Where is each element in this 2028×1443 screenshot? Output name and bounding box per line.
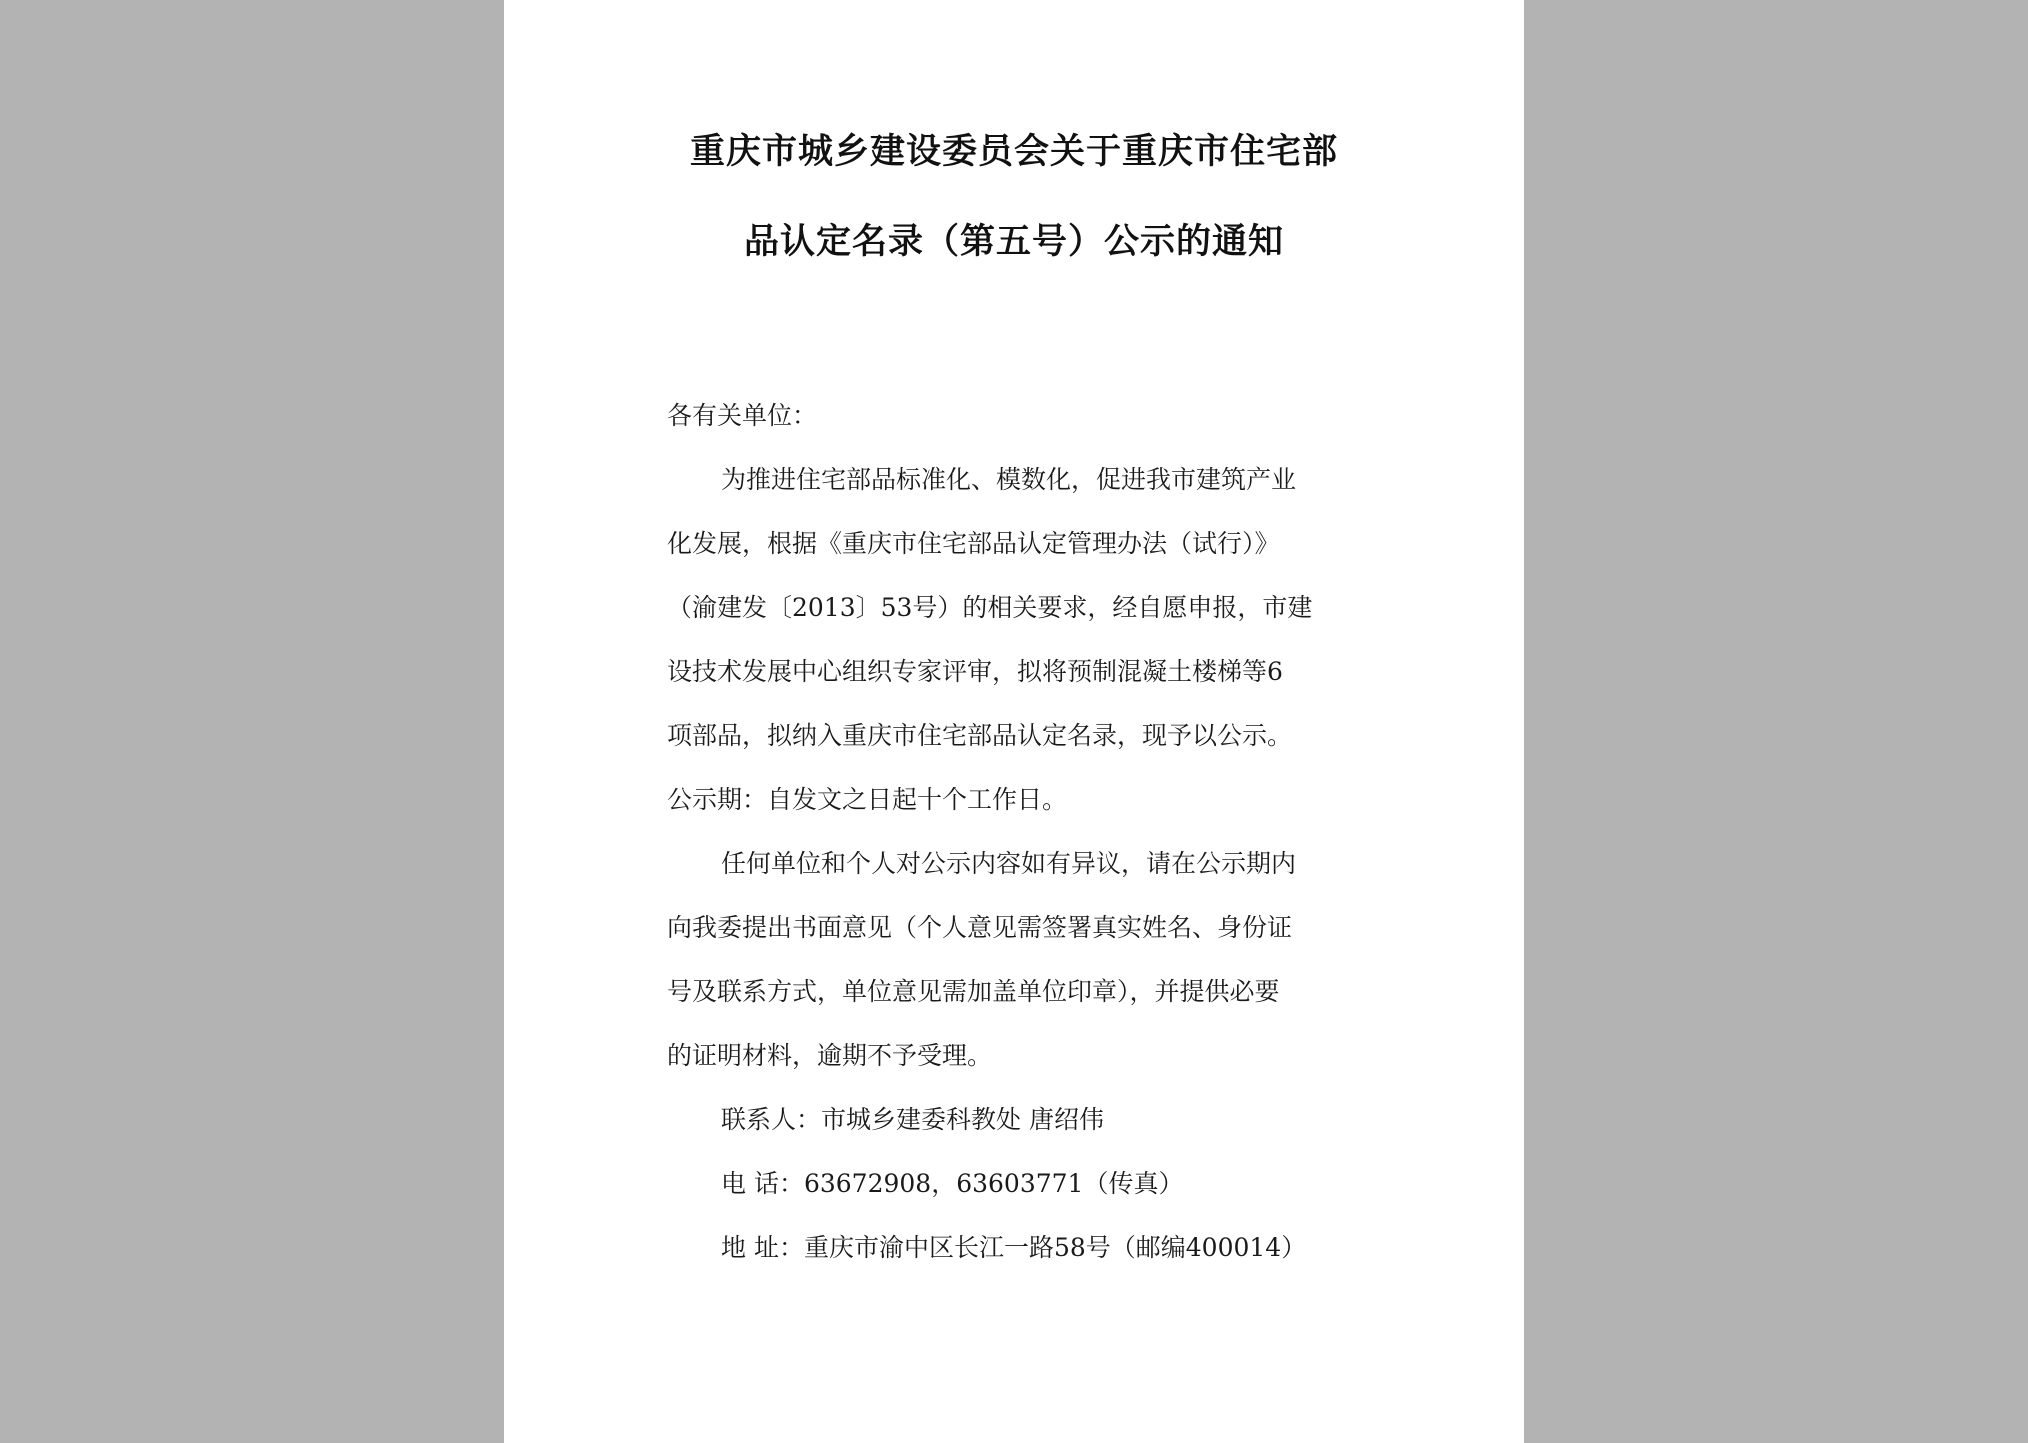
paragraph-line: 的证明材料，逾期不予受理。 (667, 1041, 993, 1070)
paragraph-line: 设技术发展中心组织专家评审，拟将预制混凝土楼梯等6 (667, 657, 1283, 686)
paragraph-line: 号及联系方式，单位意见需加盖单位印章），并提供必要 (667, 977, 1280, 1006)
contact-address: 地 址：重庆市渝中区长江一路58号（邮编400014） (721, 1233, 1307, 1262)
paragraph-line: 项部品，拟纳入重庆市住宅部品认定名录，现予以公示。 (667, 721, 1293, 750)
document-page (504, 0, 1524, 1443)
document-title-line-1: 重庆市城乡建设委员会关于重庆市住宅部 (689, 131, 1338, 172)
paragraph-line: 向我委提出书面意见（个人意见需签署真实姓名、身份证 (667, 913, 1293, 942)
contact-person: 联系人：市城乡建委科教处 唐绍伟 (721, 1105, 1104, 1134)
paragraph-line: 公示期：自发文之日起十个工作日。 (667, 785, 1068, 814)
paragraph-line: 任何单位和个人对公示内容如有异议，请在公示期内 (721, 849, 1297, 878)
paragraph-line: （渝建发〔2013〕53号）的相关要求，经自愿申报，市建 (667, 593, 1313, 622)
contact-phone: 电 话：63672908，63603771（传真） (721, 1169, 1184, 1198)
document-title-line-2: 品认定名录（第五号）公示的通知 (743, 221, 1284, 262)
paragraph-line: 为推进住宅部品标准化、模数化，促进我市建筑产业 (721, 465, 1297, 494)
paragraph-line: 化发展，根据《重庆市住宅部品认定管理办法（试行）》 (667, 529, 1280, 558)
document-body (667, 384, 1387, 1280)
salutation: 各有关单位： (667, 401, 818, 430)
